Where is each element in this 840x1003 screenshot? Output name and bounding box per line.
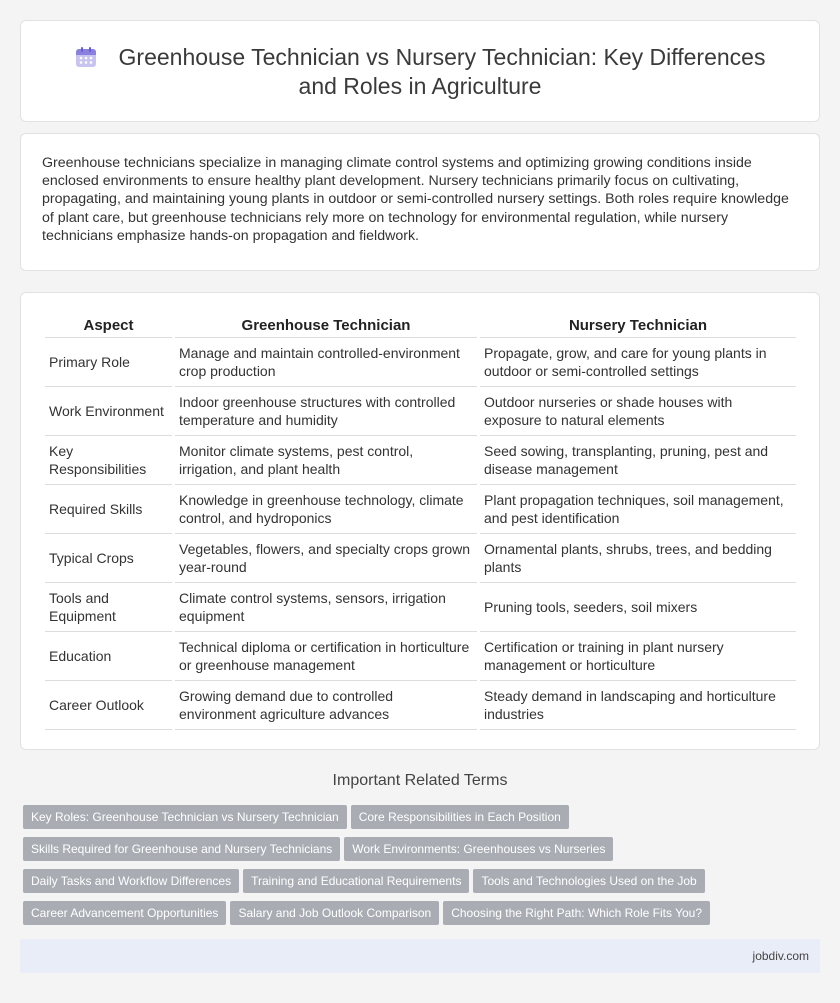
related-term-tag[interactable]: Core Responsibilities in Each Position xyxy=(351,805,569,829)
cell-aspect: Required Skills xyxy=(45,485,172,534)
header-nursery: Nursery Technician xyxy=(480,316,796,338)
footer xyxy=(20,939,820,973)
related-term-tag[interactable]: Skills Required for Greenhouse and Nursery Technicians xyxy=(23,837,340,861)
table-row xyxy=(45,485,796,534)
related-terms-title: Important Related Terms xyxy=(332,772,508,789)
cell-aspect: Education xyxy=(45,632,172,681)
table-row xyxy=(45,583,796,632)
page-title-block xyxy=(21,43,819,101)
related-terms-row xyxy=(23,901,823,933)
cell-greenhouse: Growing demand due to controlled environment agriculture advances xyxy=(175,681,477,730)
cell-greenhouse: Knowledge in greenhouse technology, climate control, and hydroponics xyxy=(175,485,477,534)
table-row xyxy=(45,436,796,485)
header-greenhouse: Greenhouse Technician xyxy=(175,316,477,338)
page-title: Greenhouse Technician vs Nursery Technician: Key Differences and Roles in Agriculture xyxy=(118,44,766,99)
table-row xyxy=(45,338,796,387)
table-row xyxy=(45,387,796,436)
related-term-tag[interactable]: Key Roles: Greenhouse Technician vs Nursery Technician xyxy=(23,805,347,829)
table-row xyxy=(45,534,796,583)
related-term-tag[interactable]: Tools and Technologies Used on the Job xyxy=(473,869,704,893)
calendar-icon xyxy=(75,46,97,68)
cell-aspect: Primary Role xyxy=(45,338,172,387)
cell-nursery: Ornamental plants, shrubs, trees, and bedding plants xyxy=(480,534,796,583)
cell-greenhouse: Vegetables, flowers, and specialty crops grown year-round xyxy=(175,534,477,583)
cell-greenhouse: Monitor climate systems, pest control, irrigation, and plant health xyxy=(175,436,477,485)
cell-aspect: Tools and Equipment xyxy=(45,583,172,632)
related-term-tag[interactable]: Training and Educational Requirements xyxy=(243,869,469,893)
header-aspect: Aspect xyxy=(45,316,172,338)
cell-nursery: Propagate, grow, and care for young plants in outdoor or semi-controlled settings xyxy=(480,338,796,387)
cell-greenhouse: Climate control systems, sensors, irrigation equipment xyxy=(175,583,477,632)
related-terms-list xyxy=(23,805,823,933)
table-row xyxy=(45,632,796,681)
related-term-tag[interactable]: Salary and Job Outlook Comparison xyxy=(230,901,439,925)
related-term-tag[interactable]: Career Advancement Opportunities xyxy=(23,901,226,925)
related-term-tag[interactable]: Daily Tasks and Workflow Differences xyxy=(23,869,239,893)
cell-aspect: Typical Crops xyxy=(45,534,172,583)
related-term-tag[interactable]: Work Environments: Greenhouses vs Nurseries xyxy=(344,837,613,861)
cell-aspect: Key Responsibilities xyxy=(45,436,172,485)
table-header-row xyxy=(45,316,796,338)
cell-aspect: Career Outlook xyxy=(45,681,172,730)
related-terms-row xyxy=(23,805,823,837)
summary-text: Greenhouse technicians specialize in managing climate control systems and optimizing growing conditions inside enclosed environments to ensure healthy plant development. Nursery technicians primarily focus on cultivating, propagating, and maintaining young plants in outdoor or semi-controlled nursery settings. Both roles require knowledge of plant care, but greenhouse technicians rely more on technology for environmental regulation, while nursery technicians emphasize hands-on propagation and fieldwork. xyxy=(42,155,789,244)
cell-nursery: Seed sowing, transplanting, pruning, pest and disease management xyxy=(480,436,796,485)
cell-nursery: Steady demand in landscaping and horticulture industries xyxy=(480,681,796,730)
cell-aspect: Work Environment xyxy=(45,387,172,436)
related-terms-row xyxy=(23,869,823,901)
table-row xyxy=(45,681,796,730)
cell-nursery: Pruning tools, seeders, soil mixers xyxy=(480,583,796,632)
cell-greenhouse: Manage and maintain controlled-environment crop production xyxy=(175,338,477,387)
related-terms-row xyxy=(23,837,823,869)
related-term-tag[interactable]: Choosing the Right Path: Which Role Fits You? xyxy=(443,901,710,925)
summary-card xyxy=(20,133,820,271)
cell-greenhouse: Technical diploma or certification in horticulture or greenhouse management xyxy=(175,632,477,681)
comparison-table xyxy=(42,316,799,730)
cell-nursery: Outdoor nurseries or shade houses with exposure to natural elements xyxy=(480,387,796,436)
cell-greenhouse: Indoor greenhouse structures with controlled temperature and humidity xyxy=(175,387,477,436)
header-card xyxy=(20,20,820,122)
cell-nursery: Plant propagation techniques, soil management, and pest identification xyxy=(480,485,796,534)
comparison-table-card xyxy=(20,292,820,750)
cell-nursery: Certification or training in plant nursery management or horticulture xyxy=(480,632,796,681)
footer-site[interactable]: jobdiv.com xyxy=(752,949,809,963)
